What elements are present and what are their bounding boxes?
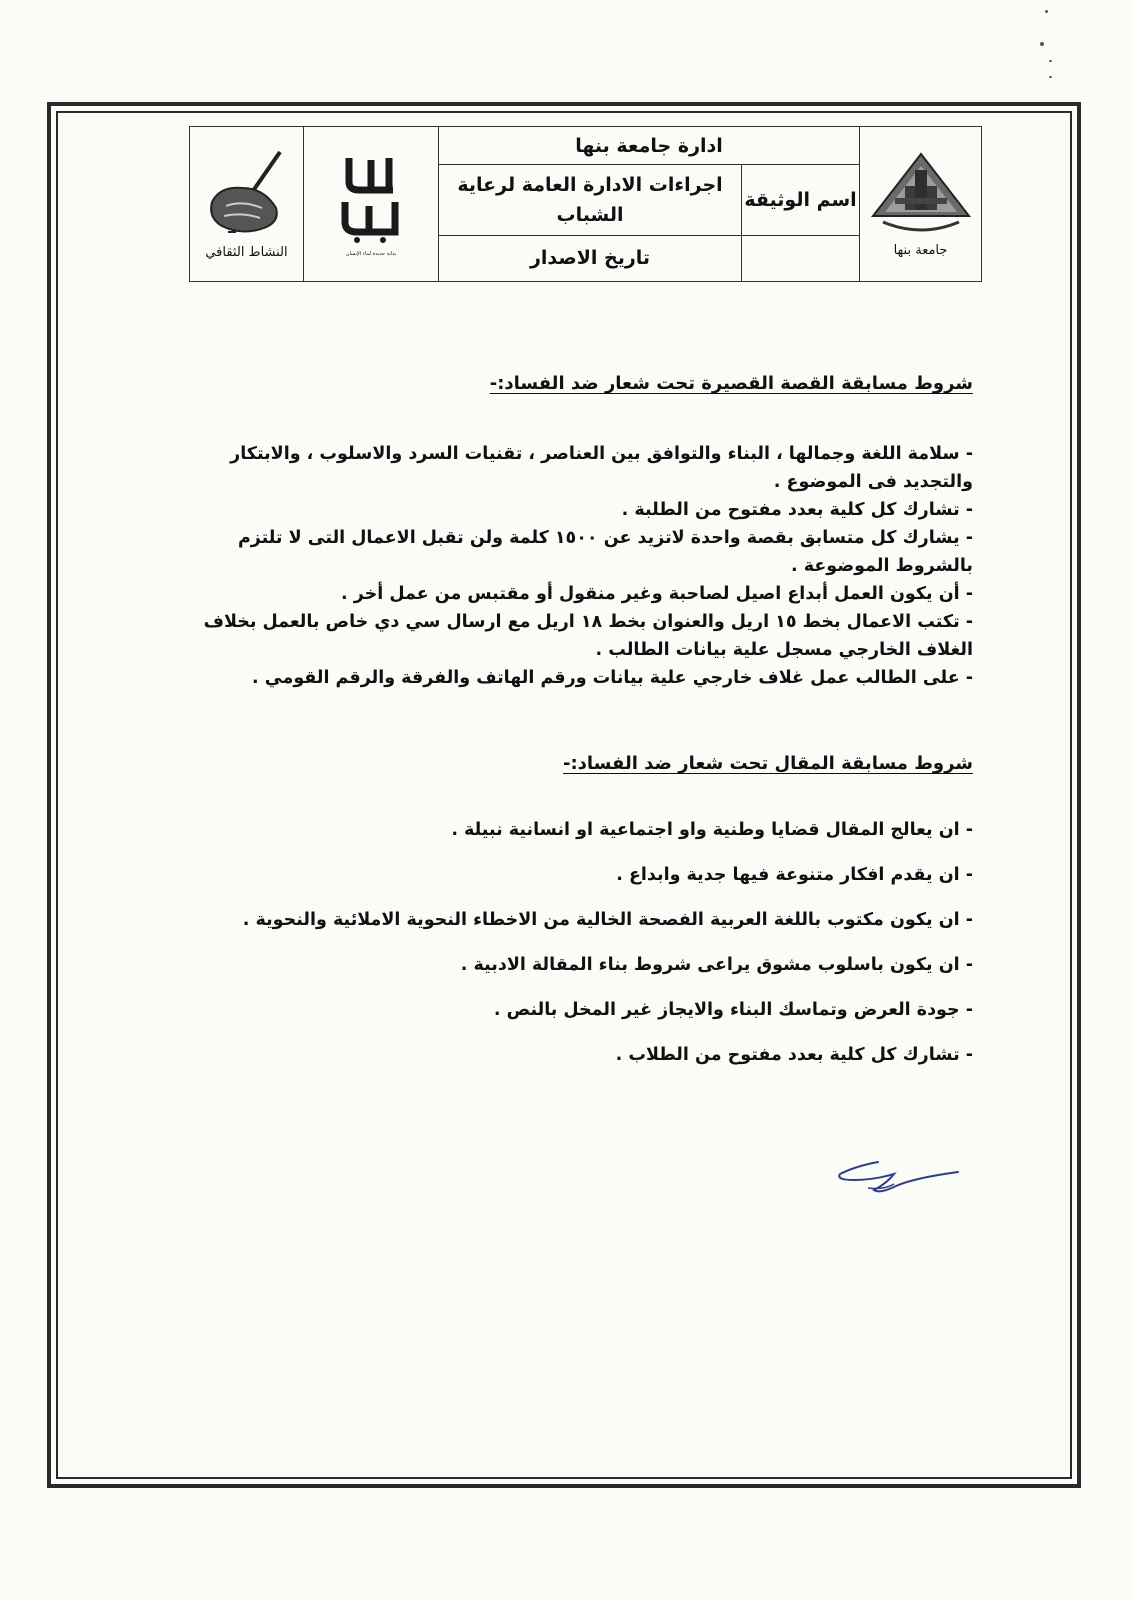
short-story-conditions-list (160, 440, 973, 692)
university-logo-icon (869, 150, 973, 236)
list-item: - تشارك كل كلية بعدد مفتوح من الطلاب . (615, 1045, 973, 1065)
signature-mark (834, 1150, 974, 1210)
short-story-conditions-title: شروط مسابقة القصة القصيرة تحت شعار ضد الفساد:- (489, 373, 973, 394)
university-logo-caption: جامعة بنها (893, 243, 948, 258)
document-name-value: اجراءات الادارة العامة لرعاية الشباب (439, 165, 742, 235)
article-conditions-list (160, 816, 973, 1086)
cultural-activity-caption: النشاط الثقافي (205, 245, 288, 260)
cultural-activity-cell (190, 127, 304, 282)
issue-date-label: تاريخ الاصدار (439, 235, 742, 281)
list-item: - ان يكون باسلوب مشوق يراعى شروط بناء المقالة الادبية . (460, 955, 973, 975)
list-item: - أن يكون العمل أبداع اصيل لصاحبة وغير منقول أو مقتبس من عمل أخر . (341, 584, 973, 604)
university-logo-cell (860, 127, 982, 282)
list-item: - ان يعالج المقال قضايا وطنية واو اجتماعية او انسانية نبيلة . (451, 820, 973, 840)
initiative-calligraphy-logo (335, 150, 407, 246)
list-item: - على الطالب عمل غلاف خارجي علية بيانات ورقم الهاتف والفرقة والرقم القومي . (252, 668, 973, 688)
list-item: - يشارك كل متسابق بقصة واحدة لاتزيد عن ١٥٠٠ كلمة ولن تقبل الاعمال التى لا تلتزم بالشروط الموضوعة . (237, 528, 973, 576)
scan-speck (1049, 76, 1052, 78)
page-border-inner (56, 111, 1072, 1479)
list-item: - ان يقدم افكار متنوعة فيها جدية وابداع . (616, 865, 973, 885)
list-item: - ان يكون مكتوب باللغة العربية الفصحة الخالية من الاخطاء النحوية الاملائية والنحوية . (242, 910, 973, 930)
scan-speck (1045, 10, 1048, 13)
scan-speck (1049, 60, 1052, 62)
initiative-mark-cell (304, 127, 439, 282)
issue-date-value (742, 235, 860, 281)
initiative-mark-text: بداية جديدة لبناء الإنسان (345, 251, 397, 257)
document-header-table (189, 126, 982, 282)
list-item: - سلامة اللغة وجمالها ، البناء والتوافق بين العناصر ، تقنيات السرد والاسلوب ، والابتكار والتجديد فى الموضوع . (230, 444, 973, 492)
scan-speck (1040, 42, 1044, 46)
list-item: - جودة العرض وتماسك البناء والايجاز غير المخل بالنص . (493, 1000, 973, 1020)
list-item: - تشارك كل كلية بعدد مفتوح من الطلبة . (621, 500, 973, 520)
writing-hand-icon (202, 148, 292, 240)
document-name-label: اسم الوثيقة (742, 165, 860, 235)
article-conditions-title: شروط مسابقة المقال تحت شعار ضد الفساد:- (563, 753, 973, 774)
list-item: - تكتب الاعمال بخط ١٥ اريل والعنوان بخط ١٨ اريل مع ارسال سي دي خاص بالعمل بخلاف الغلاف الخارجي مسجل علية بيانات الطالب . (203, 612, 973, 660)
university-admin-title: ادارة جامعة بنها (439, 127, 860, 165)
